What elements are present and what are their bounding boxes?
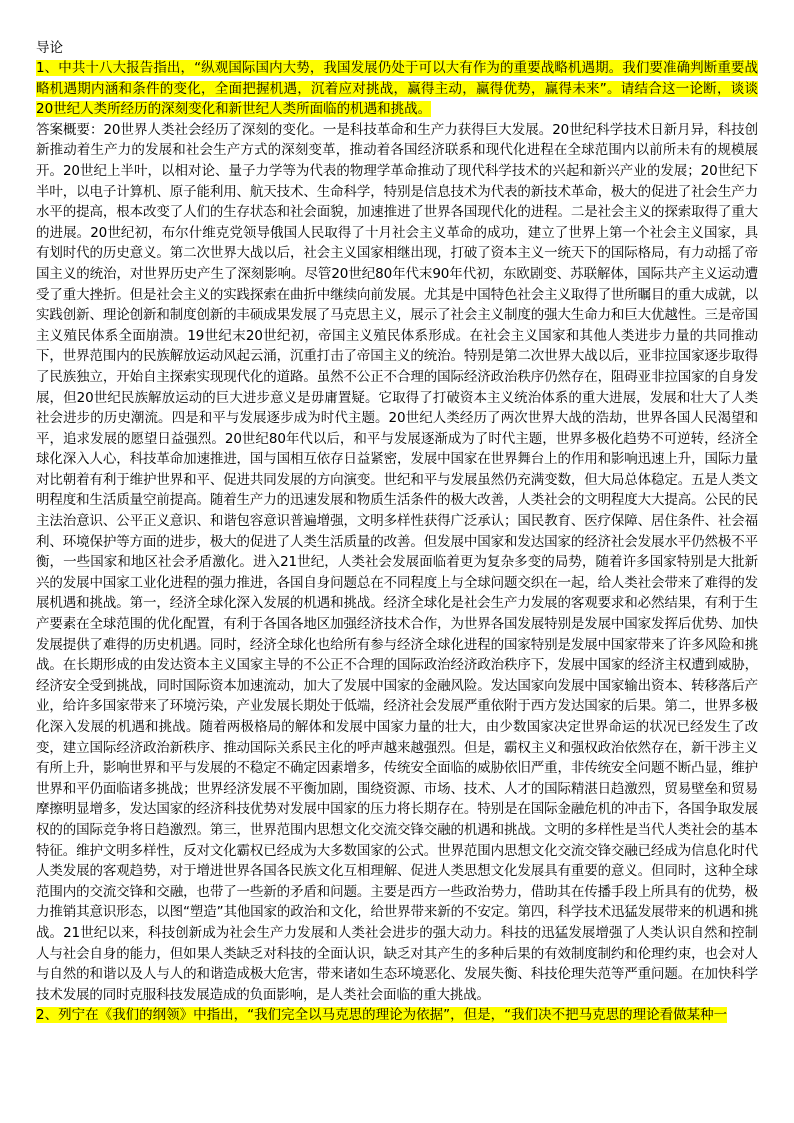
question-1: [36, 58, 758, 120]
section-heading: 导论: [36, 40, 63, 56]
question-2-highlight: 2、列宁在《我们的纲领》中指出，“我们完全以马克思的理论为依据”，但是，“我们决不把马克思的理论看做某种一: [36, 1007, 728, 1024]
answer-1: 答案概要：20世界人类社会经历了深刻的变化。一是科技革命和生产力获得巨大发展。20世纪科学技术日新月异，科技创新推动着生产力的发展和社会生产方式的深刻变革，推动着各国经济联系和现代化进程在全球范围内以前所未有的规模展开。20世纪上半叶，以相对论、量子力学等为代表的物理学革命推动了现代科学技术的兴起和新兴产业的发展；20世纪下半叶，以电子计算机、原子能利用、航天技术、生命科学，特别是信息技术为代表的新技术革命，极大的促进了社会生产力水平的提高，根本改变了人们的生存状态和社会面貌，加速推进了世界各国现代化的进程。二是社会主义的探索取得了重大的进展。20世纪初，布尔什维克党领导俄国人民取得了十月社会主义革命的成功，建立了世界上第一个社会主义国家，具有划时代的历史意义。第二次世界大战以后，社会主义国家相继出现，打破了资本主义一统天下的国际格局，有力动摇了帝国主义的统治，对世界历史产生了深刻影响。尽管20世纪80年代末90年代初，东欧剧变、苏联解体，国际共产主义运动遭受了重大挫折。但是社会主义的实践探索在曲折中继续向前发展。尤其是中国特色社会主义取得了世所瞩目的重大成就，以实践创新、理论创新和制度创新的丰硕成果发展了马克思主义，展示了社会主义制度的强大生命力和巨大优越性。三是帝国主义殖民体系全面崩溃。19世纪末20世纪初，帝国主义殖民体系形成。在社会主义国家和其他人类进步力量的共同推动下，世界范围内的民族解放运动风起云涌，沉重打击了帝国主义的统治。特别是第二次世界大战以后，亚非拉国家逐步取得了民族独立，开始自主探索实现现代化的道路。虽然不公正不合理的国际经济政治秩序仍然存在，阻碍亚非拉国家的自身发展，但20世纪民族解放运动的巨大进步意义是毋庸置疑。它取得了打破资本主义统治体系的重大进展，发展和壮大了人类社会进步的历史潮流。四是和平与发展逐步成为时代主题。20世纪人类经历了两次世界大战的浩劫，世界各国人民渴望和平，追求发展的愿望日益强烈。20世纪80年代以后，和平与发展逐渐成为了时代主题，世界多极化趋势不可逆转，经济全球化深入人心，科技革命加速推进，国与国相互依存日益紧密，发展中国家在世界舞台上的作用和影响迅速上升，国际力量对比朝着有利于维护世界和平、促进共同发展的方向演变。世纪和平与发展虽然仍充满变数，但大局总体稳定。五是人类文明程度和生活质量空前提高。随着生产力的迅速发展和物质生活条件的极大改善，人类社会的文明程度大大提高。公民的民主法治意识、公平正义意识、和谐包容意识普遍增强，文明多样性获得广泛承认；国民教育、医疗保障、居住条件、社会福利、环境保护等方面的进步，极大的促进了人类生活质量的改善。但发展中国家和发达国家的经济社会发展水平仍然极不平衡，一些国家和地区社会矛盾激化。进入21世纪，人类社会发展面临着更为复杂多变的局势，随着许多国家特别是大批新兴的发展中国家工业化进程的强力推进，各国自身问题总在不同程度上与全球问题交织在一起，给人类社会带来了难得的发展机遇和挑战。第一，经济全球化深入发展的机遇和挑战。经济全球化是社会生产力发展的客观要求和必然结果，有利于生产要素在全球范围的优化配置，有利于各国各地区加强经济技术合作，为世界各国发展特别是发展中国家发挥后优势、加快发展提供了难得的历史机遇。同时，经济全球化也给所有参与经济全球化进程的国家特别是发展中国家带来了许多风险和挑战。在长期形成的由发达资本主义国家主导的不公正不合理的国际政治经济政治秩序下，发展中国家的经济主权遭到威胁，经济安全受到挑战，同时国际资本加速流动，加大了发展中国家的金融风险。发达国家向发展中国家输出资本、转移落后产业，给许多国家带来了环境污染，产业发展长期处于低端，经济社会发展严重依附于西方发达国家的后果。第二，世界多极化深入发展的机遇和挑战。随着两极格局的解体和发展中国家力量的壮大，由少数国家决定世界命运的状况已经发生了改变，建立国际经济政治新秩序、推动国际关系民主化的呼声越来越强烈。但是，霸权主义和强权政治依然存在，新干涉主义有所上升，影响世界和平与发展的不稳定不确定因素增多，传统安全面临的威胁依旧严重，非传统安全问题不断凸显，维护世界和平仍面临诸多挑战；世界经济发展不平衡加剧，围绕资源、市场、技术、人才的国际精湛日趋激烈，贸易壁垒和贸易摩擦明显增多，发达国家的经济科技优势对发展中国家的压力将长期存在。特别是在国际金融危机的冲击下，各国争取发展权的的国际竞争将日趋激烈。第三，世界范围内思想文化交流交锋交融的机遇和挑战。文明的多样性是当代人类社会的基本特征。维护文明多样性，反对文化霸权已经成为大多数国家的公式。世界范围内思想文化交流交锋交融已经成为信息化时代人类发展的客观趋势，对于增进世界各国各民族文化互相理解、促进人类思想文化发展具有重要的意义。但同时，这种全球范围内的交流交锋和交融，也带了一些新的矛盾和问题。主要是西方一些政治势力，借助其在传播手段上所具有的优势，极力推销其意识形态，以图“塑造”其他国家的政治和文化，给世界带来新的不安定。第四，科学技术迅猛发展带来的机遇和挑战。21世纪以来，科技创新成为社会生产力发展和人类社会进步的强大动力。科技的迅猛发展增强了人类认识自然和控制人与社会自身的能力，但如果人类缺乏对科技的全面认识，缺乏对其产生的多种后果的有效制度制约和伦理约束，也会对人与自然的和谐以及人与人的和谐造成极大危害，带来诸如生态环境恶化、发展失衡、科技伦理失范等严重问题。在加快科学技术发展的同时克服科技发展造成的负面影响，是人类社会面临的重大挑战。: [36, 121, 758, 1003]
document-page: [36, 38, 758, 1026]
question-1-highlight: 1、中共十八大报告指出，“纵观国际国内大势，我国发展仍处于可以大有作为的重要战略机遇期。我们要准确判断重要战略机遇期内涵和条件的变化，全面把握机遇，沉着应对挑战，赢得主动，赢得优势，赢得未来”。请结合这一论断，谈谈20世纪人类所经历的深刻变化和新世纪人类所面临的机遇和挑战。: [36, 60, 758, 118]
question-2: [36, 1005, 758, 1026]
